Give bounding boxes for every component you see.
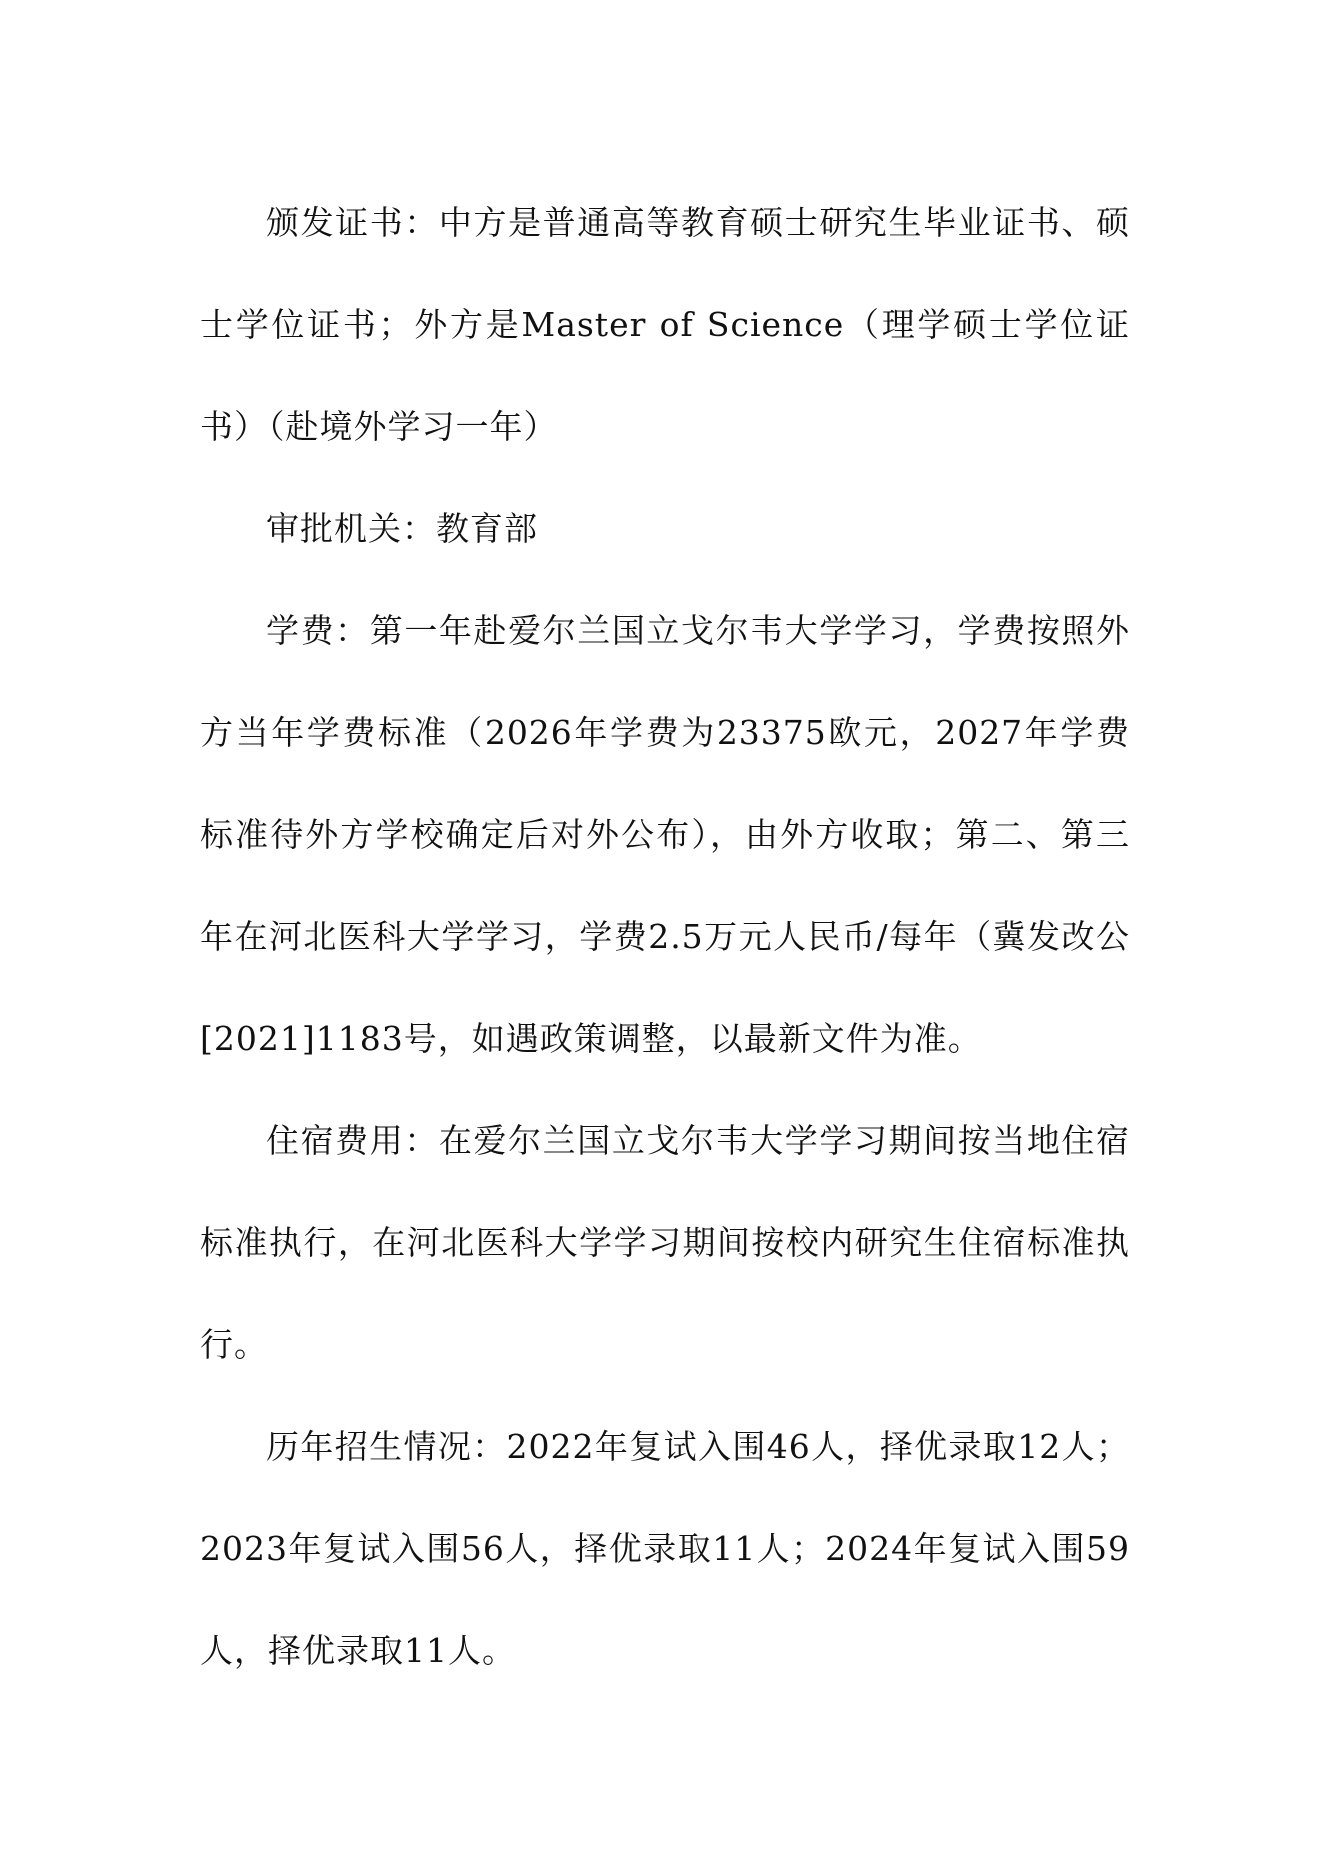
paragraph-enrollment-history: 历年招生情况：2022年复试入围46人，择优录取12人；2023年复试入围56人，择优录取11人；2024年复试入围59人，择优录取11人。	[200, 1427, 1130, 1670]
paragraph-certificate: 颁发证书：中方是普通高等教育硕士研究生毕业证书、硕士学位证书；外方是Master of Science（理学硕士学位证书）（赴境外学习一年）	[200, 203, 1130, 446]
paragraph-approval-authority: 审批机关：教育部	[266, 509, 538, 548]
paragraph-tuition: 学费：第一年赴爱尔兰国立戈尔韦大学学习，学费按照外方当年学费标准（2026年学费为23375欧元，2027年学费标准待外方学校确定后对外公布），由外方收取；第二、第三年在河北医科大学学习，学费2.5万元人民币/每年（冀发改公[2021]1183号，如遇政策调整，以最新文件为准。	[200, 611, 1130, 1058]
document-body	[200, 172, 1130, 1702]
paragraph-accommodation: 住宿费用：在爱尔兰国立戈尔韦大学学习期间按当地住宿标准执行，在河北医科大学学习期间按校内研究生住宿标准执行。	[200, 1121, 1130, 1364]
